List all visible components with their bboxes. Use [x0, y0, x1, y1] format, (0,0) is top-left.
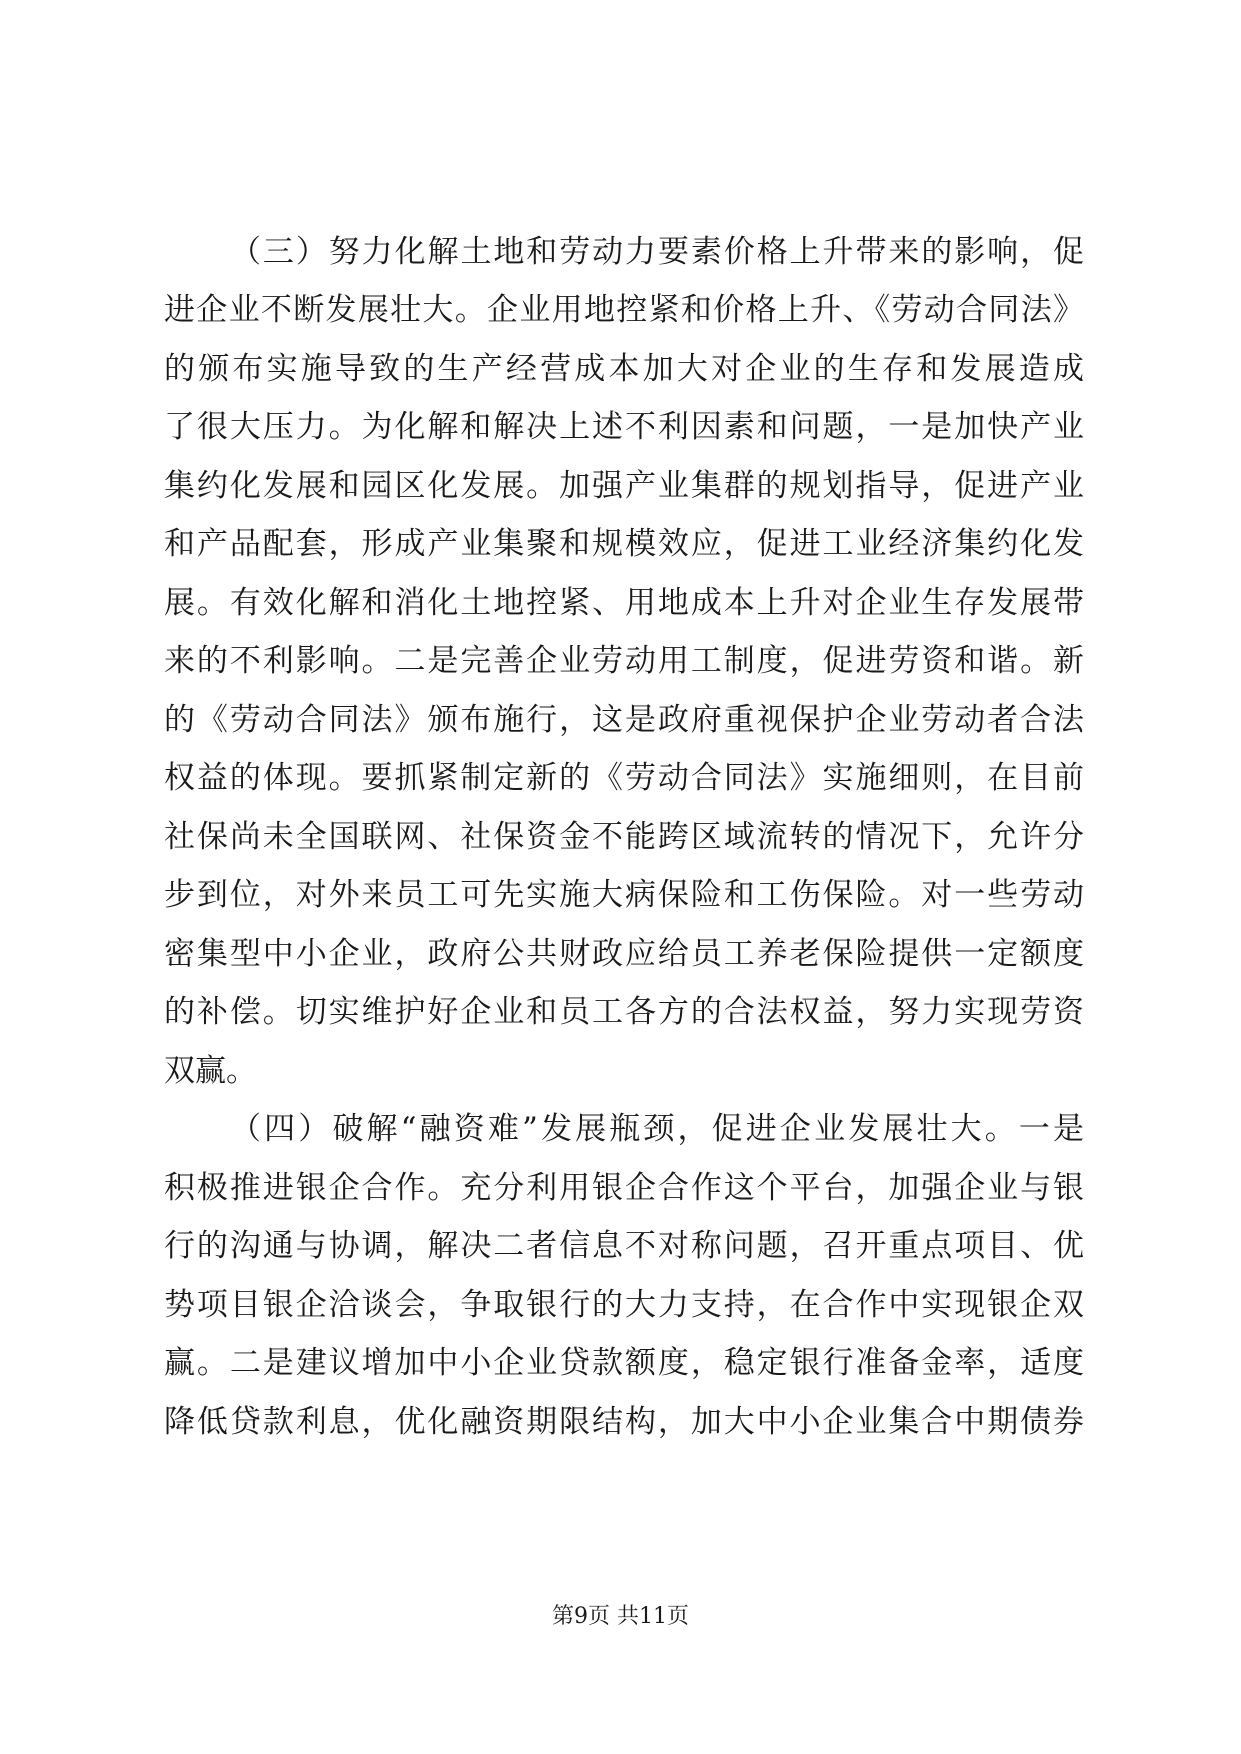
- paragraph-line: 势项目银企洽谈会，争取银行的大力支持，在合作中实现银企双: [164, 1287, 1084, 1323]
- paragraph-line: 行的沟通与协调，解决二者信息不对称问题，召开重点项目、优: [164, 1228, 1084, 1264]
- paragraph-line: 了很大压力。为化解和解决上述不利因素和问题，一是加快产业: [164, 409, 1084, 445]
- paragraph-line: 步到位，对外来员工可先实施大病保险和工伤保险。对一些劳动: [164, 877, 1084, 913]
- page-number-footer: 第9页 共11页: [552, 1604, 689, 1629]
- paragraph-line: 进企业不断发展壮大。企业用地控紧和价格上升、《劳动合同法》: [164, 292, 1084, 328]
- paragraph-line: 的补偿。切实维护好企业和员工各方的合法权益，努力实现劳资: [164, 994, 1084, 1030]
- paragraph-line: 密集型中小企业，政府公共财政应给员工养老保险提供一定额度: [164, 936, 1084, 972]
- paragraph-line: 来的不利影响。二是完善企业劳动用工制度，促进劳资和谐。新: [164, 643, 1084, 679]
- paragraph-line: （四）破解“融资难”发展瓶颈，促进企业发展壮大。一是: [230, 1111, 1084, 1147]
- paragraph-line: 赢。二是建议增加中小企业贷款额度，稳定银行准备金率，适度: [164, 1345, 1084, 1381]
- paragraph-line: 集约化发展和园区化发展。加强产业集群的规划指导，促进产业: [164, 468, 1084, 504]
- paragraph-line: 积极推进银企合作。充分利用银企合作这个平台，加强企业与银: [164, 1170, 1084, 1206]
- paragraph-line: 展。有效化解和消化土地控紧、用地成本上升对企业生存发展带: [164, 585, 1084, 621]
- paragraph-line: 的《劳动合同法》颁布施行，这是政府重视保护企业劳动者合法: [164, 702, 1084, 738]
- paragraph-line: 权益的体现。要抓紧制定新的《劳动合同法》实施细则，在目前: [164, 760, 1084, 796]
- paragraph-line: （三）努力化解土地和劳动力要素价格上升带来的影响，促: [230, 234, 1084, 270]
- paragraph-line: 和产品配套，形成产业集聚和规模效应，促进工业经济集约化发: [164, 526, 1084, 562]
- paragraph-line: 双赢。: [164, 1053, 257, 1089]
- paragraph-line: 社保尚未全国联网、社保资金不能跨区域流转的情况下，允许分: [164, 819, 1084, 855]
- paragraph-line: 降低贷款利息，优化融资期限结构，加大中小企业集合中期债券: [164, 1404, 1084, 1440]
- paragraph-line: 的颁布实施导致的生产经营成本加大对企业的生存和发展造成: [164, 351, 1084, 387]
